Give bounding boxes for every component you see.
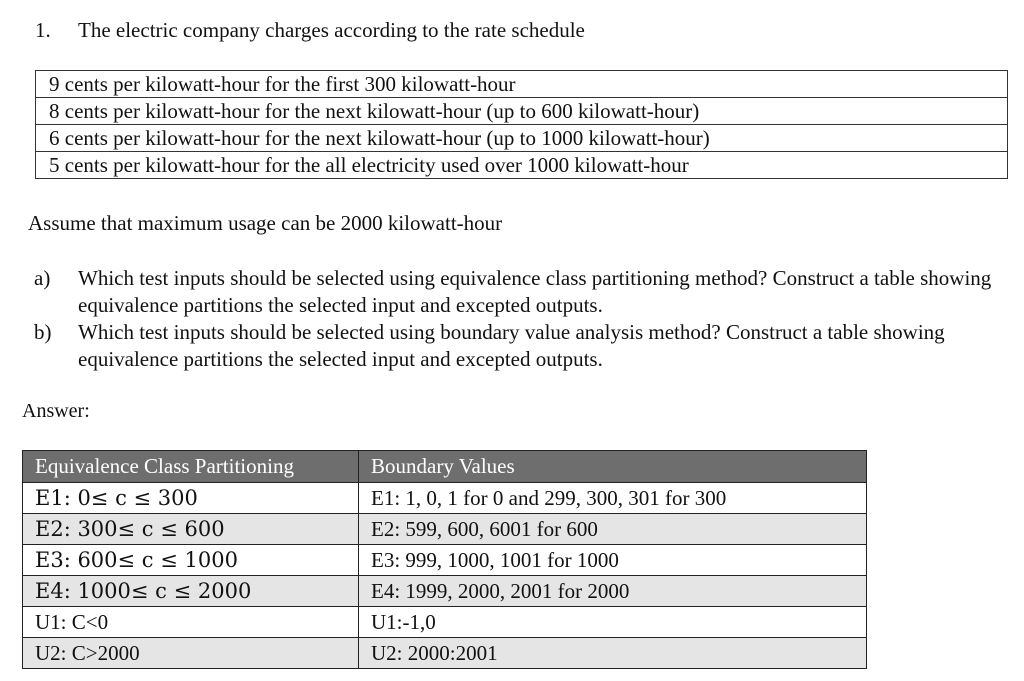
subquestion-a (34, 265, 1019, 319)
boundary-cell: E4: 1999, 2000, 2001 for 2000 (359, 576, 867, 607)
equivalence-cell: U2: C>2000 (23, 638, 359, 669)
boundary-cell: U1:-1,0 (359, 607, 867, 638)
equivalence-cell: E4: 1000≤ c ≤ 2000 (23, 576, 359, 607)
subquestion-b (34, 319, 1019, 373)
equivalence-cell: E2: 300≤ c ≤ 600 (23, 514, 359, 545)
assumption-text: Assume that maximum usage can be 2000 kilowatt-hour (28, 211, 503, 235)
equivalence-cell: E1: 0≤ c ≤ 300 (23, 483, 359, 514)
header-boundary: Boundary Values (359, 451, 867, 483)
boundary-cell: E2: 599, 600, 6001 for 600 (359, 514, 867, 545)
rate-cell: 6 cents per kilowatt-hour for the next kilowatt-hour (up to 1000 kilowatt-hour) (36, 125, 1008, 152)
table-row (23, 545, 867, 576)
subquestion-letter: a) (34, 266, 51, 290)
rate-row (36, 152, 1008, 179)
boundary-cell: E3: 999, 1000, 1001 for 1000 (359, 545, 867, 576)
table-row (23, 483, 867, 514)
answer-label: Answer: (22, 400, 90, 422)
equivalence-cell: U1: C<0 (23, 607, 359, 638)
rate-schedule-table (35, 70, 1008, 179)
boundary-cell: U2: 2000:2001 (359, 638, 867, 669)
boundary-cell: E1: 1, 0, 1 for 0 and 299, 300, 301 for 300 (359, 483, 867, 514)
rate-cell: 9 cents per kilowatt-hour for the first 300 kilowatt-hour (36, 71, 1008, 98)
rate-row (36, 71, 1008, 98)
question-number: 1. (35, 18, 51, 42)
rate-row (36, 125, 1008, 152)
subquestion-letter: b) (34, 320, 52, 344)
subquestion-text: Which test inputs should be selected using boundary value analysis method? Construct a table showing equivalence partitions the selected input and excepted outputs. (78, 320, 945, 371)
table-row (23, 514, 867, 545)
rate-row (36, 98, 1008, 125)
question-title: The electric company charges according to the rate schedule (78, 18, 585, 42)
answer-table (22, 450, 867, 669)
answer-header-row (23, 451, 867, 483)
header-equivalence: Equivalence Class Partitioning (23, 451, 359, 483)
table-row (23, 607, 867, 638)
rate-cell: 8 cents per kilowatt-hour for the next kilowatt-hour (up to 600 kilowatt-hour) (36, 98, 1008, 125)
subquestion-list (34, 265, 1019, 373)
rate-cell: 5 cents per kilowatt-hour for the all electricity used over 1000 kilowatt-hour (36, 152, 1008, 179)
table-row (23, 638, 867, 669)
subquestion-text: Which test inputs should be selected using equivalence class partitioning method? Construct a table showing equivalence partitions the selected input and excepted outputs. (78, 266, 992, 317)
table-row (23, 576, 867, 607)
equivalence-cell: E3: 600≤ c ≤ 1000 (23, 545, 359, 576)
